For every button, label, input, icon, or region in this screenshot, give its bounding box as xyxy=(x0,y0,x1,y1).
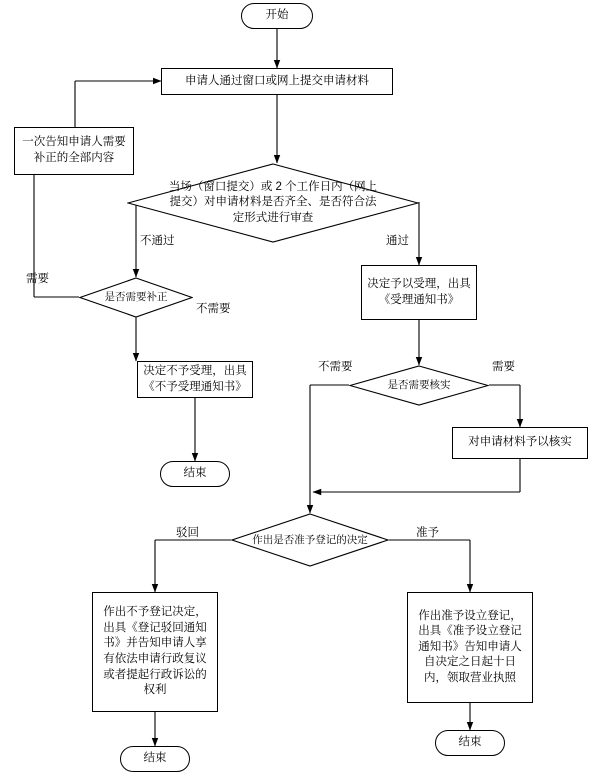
edge-label-granted: 准予 xyxy=(416,527,439,539)
node-end-right-label: 结束 xyxy=(458,736,482,749)
node-need-verification xyxy=(349,365,489,406)
node-submit-application xyxy=(161,68,393,95)
node-verify-materials-label: 对申请材料予以核实 xyxy=(468,436,572,449)
node-end-left-label: 结束 xyxy=(143,752,167,765)
node-notify-corrections-label: 一次告知申请人需要补正的全部内容 xyxy=(22,136,126,164)
node-notify-corrections xyxy=(14,127,134,175)
node-start-label: 开始 xyxy=(265,9,289,22)
node-registration-decision-label: 作出是否准予登记的决定 xyxy=(252,533,368,546)
node-formal-review-label: 当场（窗口提交）或 2 个工作日内（网上提交）对申请材料是否齐全、是否符合法定形式进行审查 xyxy=(168,180,378,224)
node-verify-materials xyxy=(452,427,588,459)
node-registration-approved-label: 作出准予设立登记，出具《准予设立登记通知书》告知申请人自决定之日起十日内，领取营业执照 xyxy=(418,609,522,684)
node-reject-acceptance-label: 决定不予受理，出具《不予受理通知书》 xyxy=(143,364,247,393)
node-reject-acceptance xyxy=(137,361,253,398)
edge-label-no-correction: 不需要 xyxy=(196,303,231,315)
node-accept-decision-label: 决定予以受理，出具《受理通知书》 xyxy=(367,277,471,306)
node-formal-review xyxy=(127,163,419,243)
edge-label-pass: 通过 xyxy=(386,235,409,247)
node-start xyxy=(241,3,313,29)
edge-label-need-correction: 需要 xyxy=(26,273,49,285)
node-end-middle xyxy=(160,461,230,487)
node-registration-rejected xyxy=(92,592,218,712)
node-need-verification-label: 是否需要核实 xyxy=(387,379,451,392)
node-need-correction-label: 是否需要补正 xyxy=(104,291,168,304)
edge-label-not-pass: 不通过 xyxy=(140,235,175,247)
node-end-middle-label: 结束 xyxy=(183,467,207,480)
edge-label-verify-needed: 需要 xyxy=(492,361,515,373)
edge-label-verify-not-needed: 不需要 xyxy=(318,361,353,373)
node-end-right xyxy=(435,730,505,756)
node-submit-application-label: 申请人通过窗口或网上提交申请材料 xyxy=(185,74,369,87)
node-need-correction xyxy=(79,277,193,318)
node-registration-rejected-label: 作出不予登记决定，出具《登记驳回通知书》并告知申请人享有依法申请行政复议或者提起行政诉讼的权利 xyxy=(103,606,207,697)
node-accept-decision xyxy=(361,265,477,320)
node-end-left xyxy=(120,746,190,772)
node-registration-approved xyxy=(407,592,533,703)
edge-label-rejected: 驳回 xyxy=(176,527,199,539)
node-registration-decision xyxy=(231,513,389,567)
